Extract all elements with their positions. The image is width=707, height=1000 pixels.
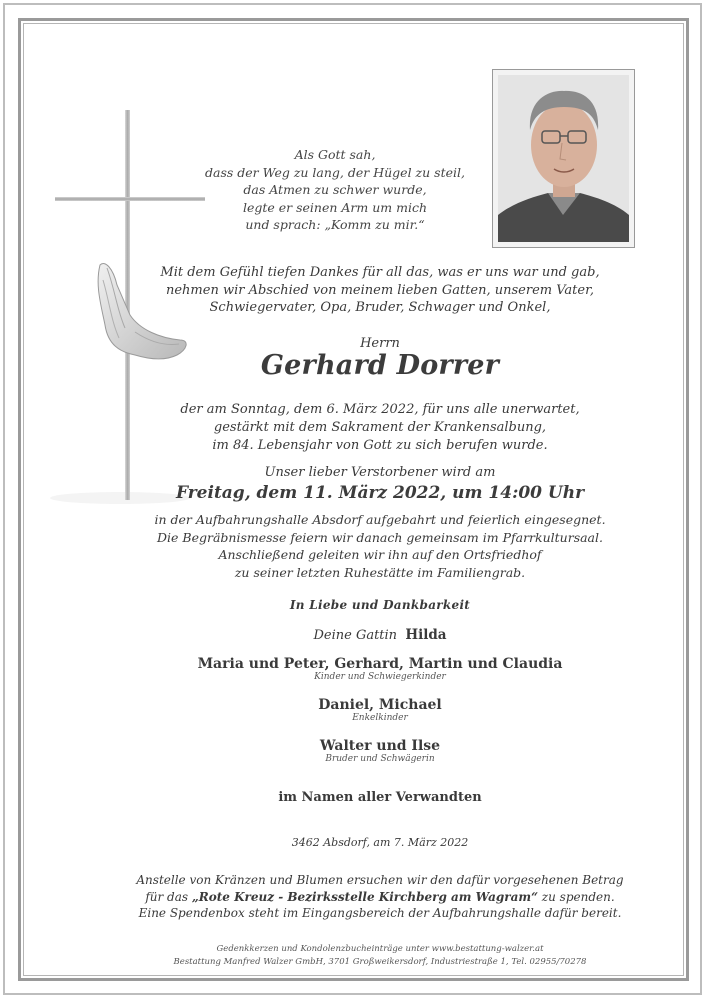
intro-line: Schwiegervater, Opa, Bruder, Schwager und Onkel, bbox=[209, 300, 551, 315]
funeral-intro: Unser lieber Verstorbener wird am bbox=[264, 465, 496, 480]
poem bbox=[200, 146, 470, 234]
portrait-illustration bbox=[498, 75, 629, 242]
mourner-relation: Enkelkinder bbox=[352, 713, 408, 723]
details-line: gestärkt mit dem Sakrament der Krankensalbung, bbox=[213, 420, 547, 435]
details-line: der am Sonntag, dem 6. März 2022, für uns alle unerwartet, bbox=[180, 402, 580, 417]
donation-prefix: für das bbox=[145, 889, 189, 904]
mourner-relation: Bruder und Schwägerin bbox=[325, 754, 435, 764]
footer-line: Gedenkkerzen und Kondolenzbucheinträge unter www.bestattung-walzer.at bbox=[216, 944, 544, 954]
salutation: Herrn bbox=[360, 336, 400, 351]
funeral-line: in der Aufbahrungshalle Absdorf aufgebahrt und feierlich eingesegnet. bbox=[154, 512, 606, 527]
funeral-line: zu seiner letzten Ruhestätte im Familiengrab. bbox=[234, 564, 526, 580]
poem-line: das Atmen zu schwer wurde, bbox=[243, 182, 427, 197]
footer bbox=[90, 943, 670, 969]
mourner-names: Walter und Ilse bbox=[319, 738, 441, 754]
mourner-group bbox=[90, 738, 670, 764]
poem-line: und sprach: „Komm zu mir.“ bbox=[245, 217, 425, 232]
funeral-text bbox=[90, 511, 670, 581]
poem-line: Als Gott sah, bbox=[294, 147, 376, 162]
wife-name: Hilda bbox=[405, 627, 447, 643]
deceased-name: Gerhard Dorrer bbox=[260, 350, 500, 381]
funeral-date: Freitag, dem 11. März 2022, um 14:00 Uhr bbox=[175, 483, 585, 503]
mourner-group bbox=[90, 697, 670, 723]
funeral-line: Die Begräbnismesse feiern wir danach gemeinsam im Pfarrkultursaal. bbox=[157, 529, 603, 545]
mourner-names: Maria und Peter, Gerhard, Martin und Claudia bbox=[197, 656, 563, 672]
relatives-line: im Namen aller Verwandten bbox=[278, 790, 482, 805]
donation-organization: „Rote Kreuz - Bezirksstelle Kirchberg am Wagram“ bbox=[191, 889, 538, 904]
wife-prefix: Deine Gattin bbox=[313, 628, 398, 643]
mourner-relation: Kinder und Schwiegerkinder bbox=[314, 672, 446, 682]
intro-text bbox=[90, 264, 670, 317]
donation-line bbox=[90, 889, 670, 906]
portrait-photo bbox=[492, 69, 635, 248]
donation-line: Eine Spendenbox steht im Eingangsbereich der Aufbahrungshalle dafür bereit. bbox=[138, 906, 622, 920]
mourner-names: Daniel, Michael bbox=[318, 697, 442, 713]
footer-line: Bestattung Manfred Walzer GmbH, 3701 Großweikersdorf, Industriestraße 1, Tel. 02955/70278 bbox=[173, 957, 587, 967]
details-line: im 84. Lebensjahr von Gott zu sich berufen wurde. bbox=[212, 438, 548, 453]
donation-note bbox=[90, 872, 670, 922]
donation-suffix: zu spenden. bbox=[541, 889, 615, 904]
mourners-heading: In Liebe und Dankbarkeit bbox=[289, 598, 471, 612]
place-date: 3462 Absdorf, am 7. März 2022 bbox=[291, 836, 469, 849]
mourner-group bbox=[90, 656, 670, 682]
donation-line: Anstelle von Kränzen und Blumen ersuchen wir den dafür vorgesehenen Betrag bbox=[136, 873, 624, 887]
wife-line bbox=[90, 627, 670, 643]
funeral-line: Anschließend geleiten wir ihn auf den Ortsfriedhof bbox=[218, 547, 542, 562]
intro-line: Mit dem Gefühl tiefen Dankes für all das, was er uns war und gab, bbox=[160, 265, 600, 280]
death-details bbox=[90, 401, 670, 455]
poem-line: dass der Weg zu lang, der Hügel zu steil, bbox=[205, 164, 465, 180]
poem-line: legte er seinen Arm um mich bbox=[242, 199, 428, 215]
intro-line: nehmen wir Abschied von meinem lieben Gatten, unserem Vater, bbox=[165, 282, 595, 298]
